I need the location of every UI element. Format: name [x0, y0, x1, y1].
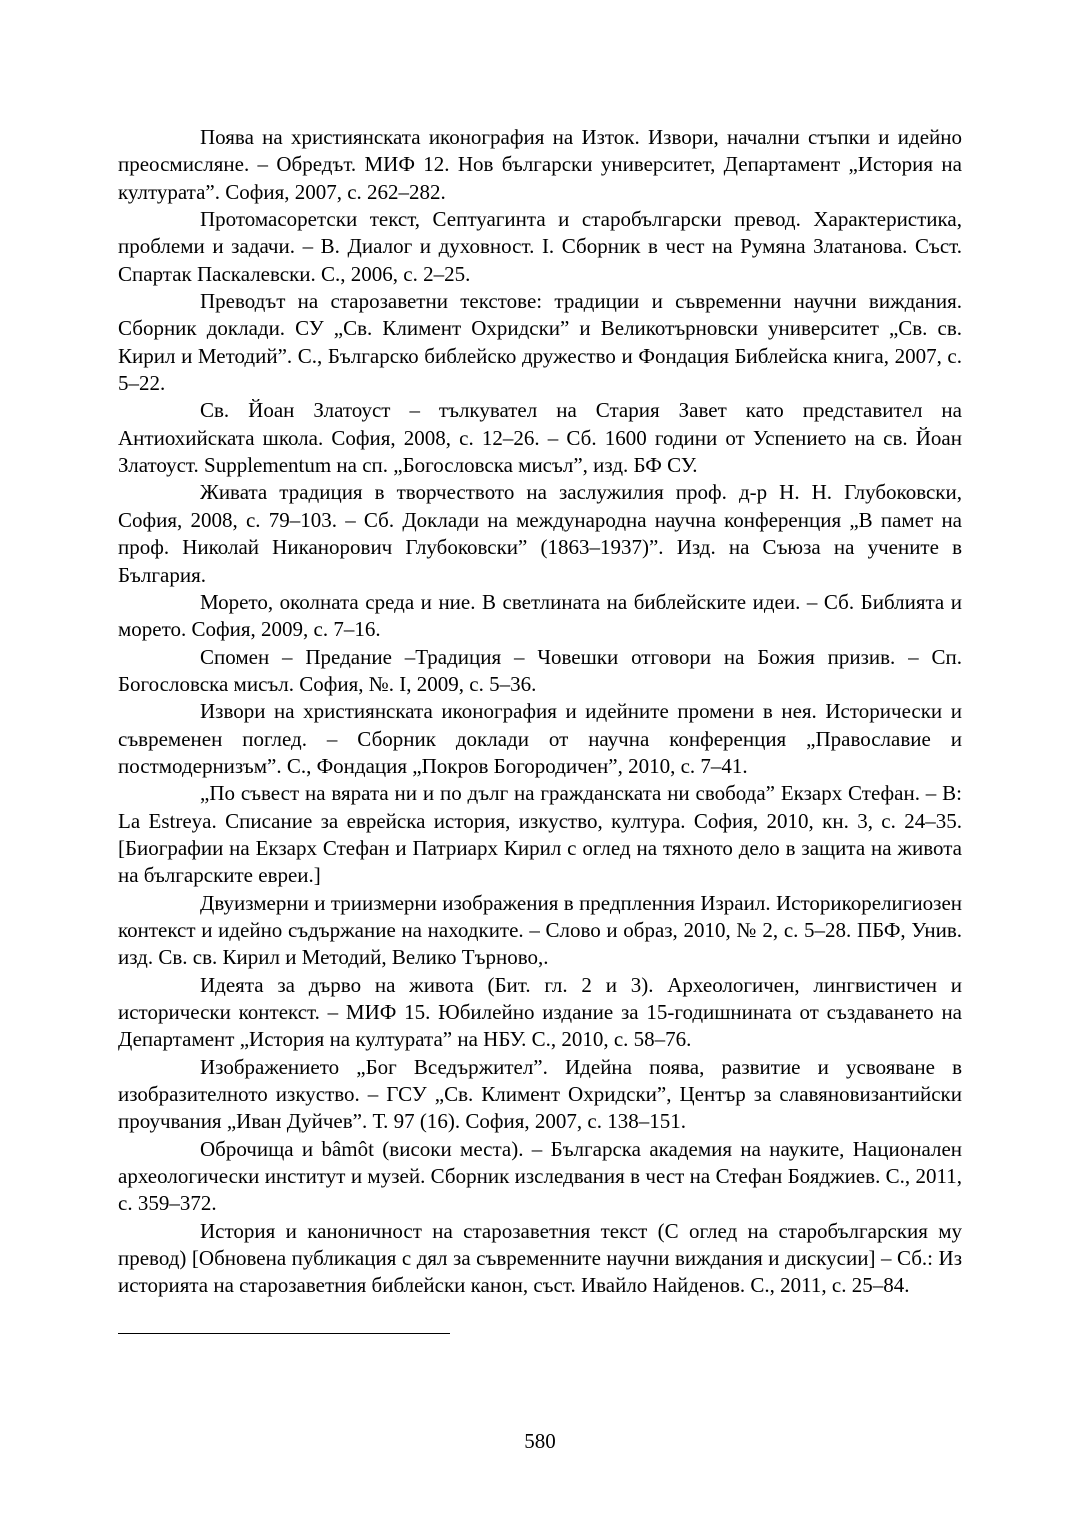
page-number: 580 [524, 1429, 556, 1453]
bibliography-entry: Оброчища и bâmôt (високи места). – Българска академия на науките, Национален археологически институт и музей. Сборник изследвания в чест на Стефан Бояджиев. С., 2011, с. 359–372. [118, 1136, 962, 1216]
bibliography-entry: Двуизмерни и триизмерни изображения в предпленния Израил. Историкорелигиозен контекст и идейно съдържание на находките. – Слово и образ, 2010, № 2, с. 5–28. ПБФ, Унив. изд. Св. св. Кирил и Методий, Велико Търново,. [118, 890, 962, 970]
bibliography-entry: „По съвест на вярата ни и по дълг на гражданската ни свобода” Екзарх Стефан. – В: La Estreya. Списание за еврейска история, изкуство, култура. София, 2010, кн. 3, с. 24–35. [Биографии на Екзарх Стефан и Патриарх Кирил с оглед на тяхното дело в защита на живота на българските евреи.] [118, 781, 962, 888]
bibliography-entry: Спомен – Предание –Традиция – Човешки отговори на Божия призив. – Сп. Богословска мисъл. София, №. I, 2009, с. 5–36. [118, 644, 962, 696]
bibliography-entry: Идеята за дърво на живота (Бит. гл. 2 и 3). Археологичен, лингвистичен и исторически контекст. – МИФ 15. Юбилейно издание за 15-годишнината от създаването на Департамент „История на културата” на НБУ. С., 2010, с. 58–76. [118, 972, 962, 1052]
bibliography-entry: Св. Йоан Златоуст – тълкувател на Стария Завет като представител на Антиохийската школа. София, 2008, с. 12–26. – Сб. 1600 години от Успението на св. Йоан Златоуст. Supplementum на сп. „Богословска мисъл”, изд. БФ СУ. [118, 398, 962, 478]
bibliography-list [118, 124, 962, 1300]
bibliography-entry: Извори на християнската иконография и идейните промени в нея. Исторически и съвременен поглед. – Сборник доклади от научна конференция „Православие и постмодернизъм”. С., Фондация „Покров Богородичен”, 2010, с. 7–41. [118, 699, 962, 778]
footnote-divider [118, 1333, 450, 1334]
bibliography-entry: История и каноничност на старозаветния текст (С оглед на старобългарския му превод) [Обновена публикация с дял за съвременните научни виждания и дискусии] – Сб.: Из историята на старозаветния библейски канон, съст. Ивайло Найденов. С., 2011, с. 25–84. [118, 1218, 962, 1298]
bibliography-entry: Протомасоретски текст, Септуагинта и старобългарски превод. Характеристика, проблеми и задачи. – В. Диалог и духовност. I. Сборник в чест на Румяна Златанова. Съст. Спартак Паскалевски. С., 2006, с. 2–25. [118, 207, 962, 286]
bibliography-entry: Морето, околната среда и ние. В светлината на библейските идеи. – Сб. Библията и морето. София, 2009, с. 7–16. [118, 589, 962, 642]
bibliography-entry: Живата традиция в творчеството на заслужилия проф. д-р Н. Н. Глубоковски, София, 2008, с. 79–103. – Сб. Доклади на международна научна конференция „В памет на проф. Николай Никанорович Глубоковски” (1863–1937)”. Изд. на Съюза на учените в България. [118, 480, 962, 587]
bibliography-entry: Изображението „Бог Вседържител”. Идейна поява, развитие и усвояване в изобразителното изкуство. – ГСУ „Св. Климент Охридски”, Център за славяновизантийски проучвания „Иван Дуйчев”. Т. 97 (16). София, 2007, с. 138–151. [118, 1054, 962, 1134]
bibliography-entry: Поява на християнската иконография на Изток. Извори, начални стъпки и идейно преосмисляне. – Обредът. МИФ 12. Нов български университет, Департамент „История на културата”. София, 2007, с. 262–282. [118, 125, 962, 204]
bibliography-entry: Преводът на старозаветни текстове: традиции и съвременни научни виждания. Сборник доклади. СУ „Св. Климент Охридски” и Великотърновски университет „Св. св. Кирил и Методий”. С., Българско библейско дружество и Фондация Библейска книга, 2007, с. 5–22. [118, 289, 962, 396]
